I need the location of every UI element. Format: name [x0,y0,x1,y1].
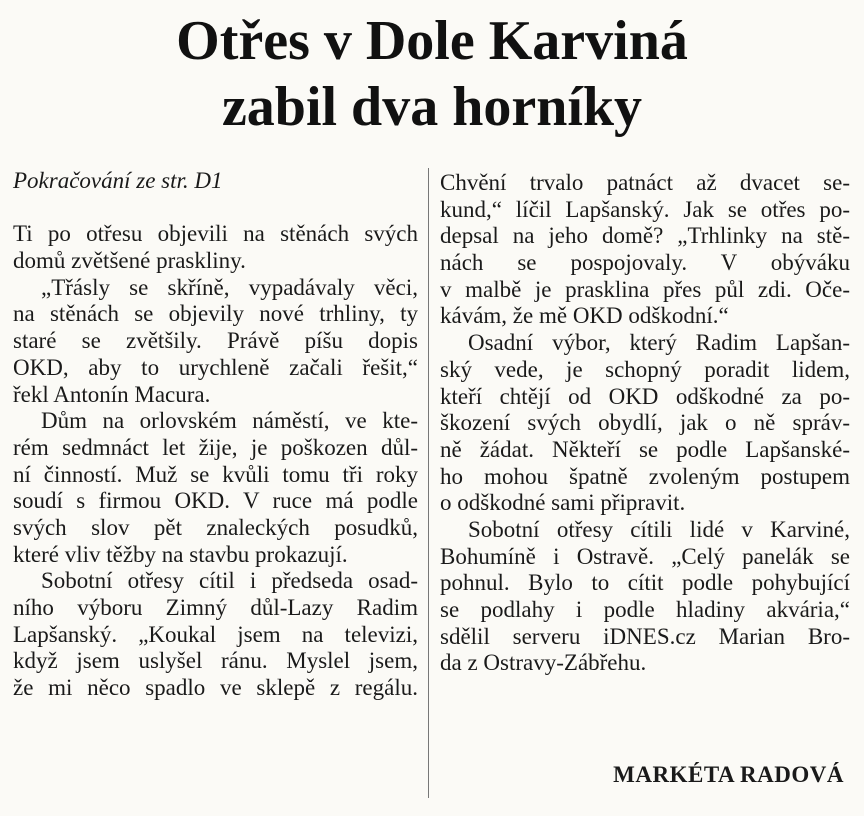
text-line: Osadní výbor, který Radim Lapšan- [468,330,850,356]
headline-line-1: Otřes v Dole Karviná [176,10,688,72]
text-line: rém sedmnáct let žije, je poškozen důl- [13,434,418,460]
text-line: že mi něco spadlo ve sklepě z regálu. [13,675,418,701]
byline: MARKÉTA RADOVÁ [613,762,844,787]
text-line: Bohumíně i Ostravě. „Celý panelák se [440,543,850,569]
text-line: „Třásly se skříně, vypadávaly věci, [41,274,418,300]
text-line: domů zvětšené praskliny. [13,248,246,274]
text-line: Sobotní otřesy cítili lidé v Karviné, [468,516,850,542]
text-line: pohnul. Bylo to cítit podle pohybující [440,570,850,596]
text-line: kteří chtějí od OKD odškodné za po- [440,383,850,409]
text-line: soudí s firmou OKD. V ruce má podle [13,488,418,514]
text-line: nách se pospojovaly. V obýváku [440,250,850,276]
text-line: řekl Antonín Macura. [13,381,211,407]
text-line: Ti po otřesu objevili na stěnách svých [13,221,418,247]
left-column [13,168,418,702]
text-line: ho mohou špatně zvoleným postupem [440,463,850,489]
text-line: se podlahy i podle hladiny akvária,“ [440,597,850,622]
text-line: sdělil serveru iDNES.cz Marian Bro- [440,623,850,649]
headline-line-2: zabil dva horníky [221,76,643,138]
text-line: Lapšanský. „Koukal jsem na televizi, [13,621,418,647]
text-line: škození svých obydlí, jak o ně správ- [440,410,850,436]
text-line: které vliv těžby na stavbu prokazují. [13,541,348,567]
text-line: ní činností. Muž se kvůli tomu tři roky [13,461,418,487]
continued-note: Pokračování ze str. D1 [13,168,223,193]
text-line: na stěnách se objevily nové trhliny, ty [13,301,418,327]
column-divider [428,168,429,798]
text-line: v malbě je prasklina přes půl zdi. Oče- [440,276,850,302]
left-column-text [13,221,418,701]
text-line: Dům na orlovském náměstí, ve kte- [41,408,418,434]
text-line: Chvění trvalo patnáct až dvacet se- [440,170,850,195]
right-column-text [440,170,850,677]
headline [0,8,864,140]
text-line: OKD, aby to urychleně začali řešit,“ [13,354,418,380]
text-line: ního výboru Zimný důl-Lazy Radim [13,595,418,620]
text-line: da z Ostravy-Zábřehu. [440,650,647,676]
text-line: ský vede, je schopný poradit lidem, [440,356,850,382]
text-line: depsal na jeho domě? „Trhlinky na stě- [440,223,850,249]
text-line: ně žádat. Někteří se podle Lapšanské- [440,436,850,462]
text-line: kund,“ líčil Lapšanský. Jak se otřes po- [440,196,850,222]
spacer [13,195,418,222]
text-line: staré se zvětšily. Právě píšu dopis [13,328,418,354]
text-line: když jsem uslyšel ránu. Myslel jsem, [13,648,418,674]
right-column [440,170,850,677]
text-line: Sobotní otřesy cítil i předseda osad- [41,568,418,594]
text-line: svých slov pět znaleckých posudků, [13,514,418,540]
text-line: kávám, že mě OKD odškodní.“ [440,303,729,329]
text-line: o odškodné sami připravit. [440,490,686,516]
